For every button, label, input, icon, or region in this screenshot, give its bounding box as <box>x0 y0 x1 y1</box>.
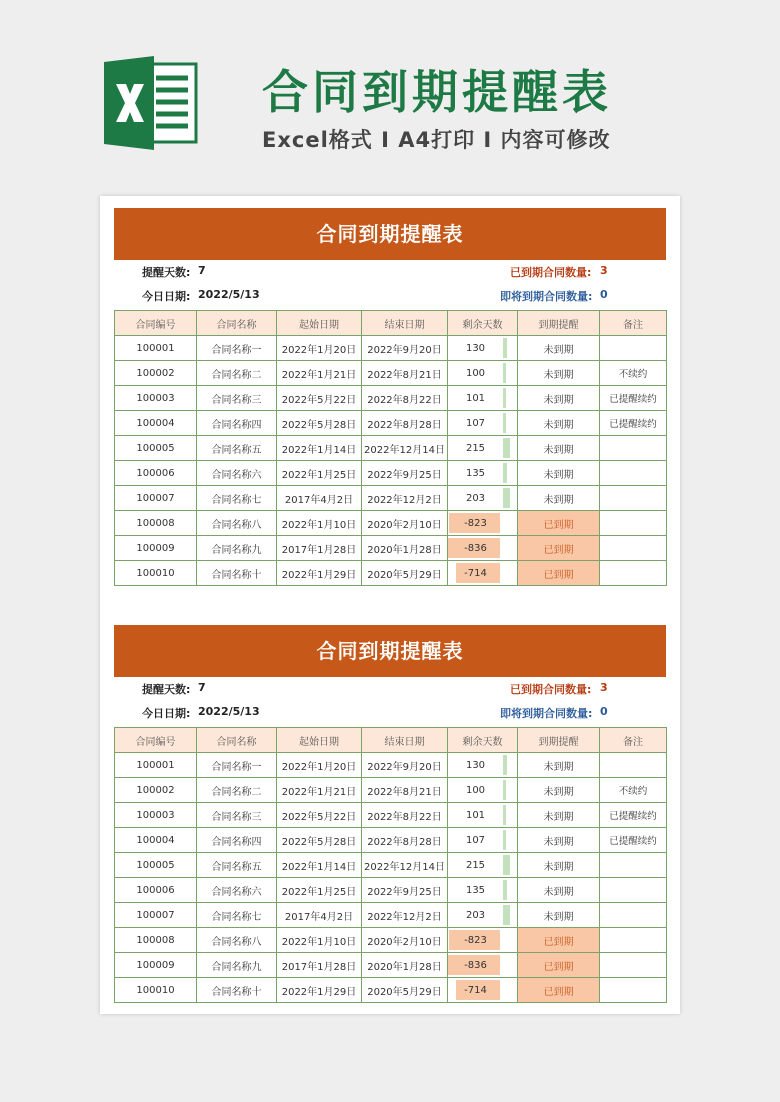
remaining-days-value: -836 <box>464 959 487 971</box>
start-date-cell: 2017年4月2日 <box>277 486 362 511</box>
contract-name-cell: 合同名称五 <box>197 436 277 461</box>
contract-table-block-1 <box>114 208 666 586</box>
expiry-status-cell: 未到期 <box>518 386 600 411</box>
today-label: 今日日期: <box>142 290 191 303</box>
remaining-days-cell <box>448 903 518 928</box>
start-date-cell: 2022年5月22日 <box>277 386 362 411</box>
note-cell <box>600 536 667 561</box>
remaining-days-cell <box>448 878 518 903</box>
remaining-days-value: -714 <box>464 984 487 996</box>
end-date-cell: 2020年5月29日 <box>362 978 448 1003</box>
table-header-row <box>115 311 667 336</box>
table-row <box>115 361 667 386</box>
remaining-days-bar <box>503 438 510 458</box>
remaining-days-bar <box>503 388 506 408</box>
table-body <box>115 753 667 1003</box>
remaining-days-cell <box>448 486 518 511</box>
start-date-cell: 2022年1月25日 <box>277 461 362 486</box>
table-row <box>115 536 667 561</box>
note-cell <box>600 561 667 586</box>
note-cell <box>600 511 667 536</box>
end-date-cell: 2020年1月28日 <box>362 953 448 978</box>
start-date-cell: 2017年1月28日 <box>277 953 362 978</box>
remaining-days-cell <box>448 411 518 436</box>
contract-name-cell: 合同名称十 <box>197 978 277 1003</box>
end-date-cell: 2022年9月25日 <box>362 878 448 903</box>
remaining-days-cell <box>448 511 518 536</box>
note-cell <box>600 928 667 953</box>
contract-name-cell: 合同名称二 <box>197 778 277 803</box>
remaining-days-bar <box>503 880 507 900</box>
remaining-days-value: -823 <box>464 934 487 946</box>
contract-id-cell: 100004 <box>115 411 197 436</box>
contract-id-cell: 100010 <box>115 561 197 586</box>
expiry-status-cell: 已到期 <box>518 511 600 536</box>
remaining-days-value: 107 <box>465 834 486 846</box>
contract-name-cell: 合同名称八 <box>197 928 277 953</box>
remaining-days-cell <box>448 536 518 561</box>
hero-subtitle: Excel格式 I A4打印 I 内容可修改 <box>262 128 611 152</box>
expiry-status-cell: 未到期 <box>518 828 600 853</box>
header-cell: 合同名称 <box>197 728 277 753</box>
remind-days-label: 提醒天数: <box>142 683 191 696</box>
soon-count-value: 0 <box>600 288 608 301</box>
contract-id-cell: 100002 <box>115 778 197 803</box>
remaining-days-cell <box>448 336 518 361</box>
contract-id-cell: 100007 <box>115 486 197 511</box>
table-row <box>115 778 667 803</box>
header-cell: 合同编号 <box>115 311 197 336</box>
remaining-days-value: 100 <box>465 784 486 796</box>
hero-banner <box>0 0 780 190</box>
table-row <box>115 561 667 586</box>
note-cell <box>600 436 667 461</box>
remaining-days-value: 101 <box>465 809 486 821</box>
soon-count-label: 即将到期合同数量: <box>500 707 593 720</box>
start-date-cell: 2022年5月22日 <box>277 803 362 828</box>
remaining-days-value: -836 <box>464 542 487 554</box>
note-cell <box>600 486 667 511</box>
remaining-days-cell <box>448 461 518 486</box>
expiry-status-cell: 已到期 <box>518 536 600 561</box>
expiry-status-cell: 未到期 <box>518 436 600 461</box>
contract-name-cell: 合同名称八 <box>197 511 277 536</box>
header-cell: 结束日期 <box>362 728 448 753</box>
contract-name-cell: 合同名称七 <box>197 486 277 511</box>
contract-id-cell: 100002 <box>115 361 197 386</box>
table-body <box>115 336 667 586</box>
contract-table <box>114 727 667 1003</box>
expired-count-value: 3 <box>600 264 608 277</box>
contract-name-cell: 合同名称七 <box>197 903 277 928</box>
remaining-days-bar <box>503 830 506 850</box>
table-row <box>115 853 667 878</box>
note-cell: 不续约 <box>600 778 667 803</box>
header-cell: 备注 <box>600 311 667 336</box>
remaining-days-value: 215 <box>465 442 486 454</box>
table-row <box>115 411 667 436</box>
remaining-days-bar <box>503 905 510 925</box>
contract-name-cell: 合同名称一 <box>197 336 277 361</box>
remaining-days-cell <box>448 561 518 586</box>
expiry-status-cell: 未到期 <box>518 461 600 486</box>
contract-table-block-2 <box>114 625 666 1003</box>
end-date-cell: 2022年12月2日 <box>362 903 448 928</box>
end-date-cell: 2022年12月2日 <box>362 486 448 511</box>
end-date-cell: 2020年2月10日 <box>362 511 448 536</box>
contract-id-cell: 100003 <box>115 386 197 411</box>
end-date-cell: 2022年8月28日 <box>362 411 448 436</box>
start-date-cell: 2022年1月29日 <box>277 561 362 586</box>
header-cell: 起始日期 <box>277 311 362 336</box>
remaining-days-value: 135 <box>465 467 486 479</box>
table-row <box>115 486 667 511</box>
contract-name-cell: 合同名称三 <box>197 803 277 828</box>
today-value: 2022/5/13 <box>198 705 260 718</box>
contract-id-cell: 100001 <box>115 336 197 361</box>
note-cell: 已提醒续约 <box>600 411 667 436</box>
end-date-cell: 2022年9月20日 <box>362 336 448 361</box>
info-row <box>114 677 666 727</box>
expiry-status-cell: 未到期 <box>518 336 600 361</box>
contract-id-cell: 100003 <box>115 803 197 828</box>
remaining-days-value: -714 <box>464 567 487 579</box>
end-date-cell: 2022年9月20日 <box>362 753 448 778</box>
note-cell: 不续约 <box>600 361 667 386</box>
expiry-status-cell: 未到期 <box>518 903 600 928</box>
header-cell: 到期提醒 <box>518 311 600 336</box>
remaining-days-bar <box>503 363 506 383</box>
end-date-cell: 2020年1月28日 <box>362 536 448 561</box>
header-cell: 合同名称 <box>197 311 277 336</box>
note-cell <box>600 461 667 486</box>
soon-count-label: 即将到期合同数量: <box>500 290 593 303</box>
remind-days-value: 7 <box>198 264 206 277</box>
table-row <box>115 753 667 778</box>
start-date-cell: 2022年1月14日 <box>277 436 362 461</box>
excel-icon <box>104 56 200 150</box>
end-date-cell: 2022年8月22日 <box>362 803 448 828</box>
end-date-cell: 2022年12月14日 <box>362 436 448 461</box>
header-cell: 起始日期 <box>277 728 362 753</box>
remaining-days-value: 215 <box>465 859 486 871</box>
note-cell <box>600 978 667 1003</box>
remaining-days-bar <box>503 805 506 825</box>
table-row <box>115 828 667 853</box>
contract-name-cell: 合同名称九 <box>197 536 277 561</box>
expiry-status-cell: 未到期 <box>518 753 600 778</box>
contract-id-cell: 100005 <box>115 853 197 878</box>
start-date-cell: 2022年5月28日 <box>277 828 362 853</box>
note-cell <box>600 953 667 978</box>
contract-table <box>114 310 667 586</box>
table-row <box>115 461 667 486</box>
end-date-cell: 2022年12月14日 <box>362 853 448 878</box>
today-value: 2022/5/13 <box>198 288 260 301</box>
remaining-days-cell <box>448 853 518 878</box>
contract-name-cell: 合同名称十 <box>197 561 277 586</box>
header-cell: 合同编号 <box>115 728 197 753</box>
expiry-status-cell: 未到期 <box>518 878 600 903</box>
start-date-cell: 2022年1月10日 <box>277 928 362 953</box>
contract-id-cell: 100007 <box>115 903 197 928</box>
contract-id-cell: 100009 <box>115 953 197 978</box>
remaining-days-value: 101 <box>465 392 486 404</box>
table-row <box>115 953 667 978</box>
table-row <box>115 978 667 1003</box>
contract-name-cell: 合同名称六 <box>197 461 277 486</box>
table-row <box>115 436 667 461</box>
expiry-status-cell: 已到期 <box>518 953 600 978</box>
contract-name-cell: 合同名称一 <box>197 753 277 778</box>
note-cell <box>600 336 667 361</box>
expired-count-label: 已到期合同数量: <box>510 266 592 279</box>
table-row <box>115 928 667 953</box>
table-row <box>115 336 667 361</box>
contract-id-cell: 100001 <box>115 753 197 778</box>
note-cell <box>600 853 667 878</box>
header-cell: 备注 <box>600 728 667 753</box>
contract-id-cell: 100006 <box>115 461 197 486</box>
expiry-status-cell: 已到期 <box>518 978 600 1003</box>
note-cell: 已提醒续约 <box>600 828 667 853</box>
remaining-days-cell <box>448 828 518 853</box>
hero-title: 合同到期提醒表 <box>262 65 612 119</box>
remind-days-value: 7 <box>198 681 206 694</box>
remaining-days-bar <box>503 755 507 775</box>
remaining-days-cell <box>448 386 518 411</box>
end-date-cell: 2022年8月21日 <box>362 361 448 386</box>
table-title: 合同到期提醒表 <box>114 625 666 677</box>
table-row <box>115 803 667 828</box>
start-date-cell: 2022年1月20日 <box>277 336 362 361</box>
remaining-days-value: 203 <box>465 909 486 921</box>
remaining-days-value: -823 <box>464 517 487 529</box>
note-cell: 已提醒续约 <box>600 386 667 411</box>
header-cell: 结束日期 <box>362 311 448 336</box>
contract-name-cell: 合同名称二 <box>197 361 277 386</box>
contract-id-cell: 100008 <box>115 511 197 536</box>
contract-id-cell: 100009 <box>115 536 197 561</box>
document-sheet <box>100 196 680 1014</box>
table-row <box>115 386 667 411</box>
remaining-days-value: 107 <box>465 417 486 429</box>
contract-name-cell: 合同名称九 <box>197 953 277 978</box>
start-date-cell: 2017年1月28日 <box>277 536 362 561</box>
contract-id-cell: 100010 <box>115 978 197 1003</box>
contract-id-cell: 100006 <box>115 878 197 903</box>
remaining-days-bar <box>503 463 507 483</box>
expiry-status-cell: 已到期 <box>518 561 600 586</box>
note-cell: 已提醒续约 <box>600 803 667 828</box>
table-row <box>115 878 667 903</box>
start-date-cell: 2022年1月25日 <box>277 878 362 903</box>
remaining-days-value: 130 <box>465 759 486 771</box>
remaining-days-cell <box>448 436 518 461</box>
start-date-cell: 2017年4月2日 <box>277 903 362 928</box>
end-date-cell: 2022年8月22日 <box>362 386 448 411</box>
note-cell <box>600 878 667 903</box>
remaining-days-cell <box>448 361 518 386</box>
start-date-cell: 2022年1月21日 <box>277 361 362 386</box>
remaining-days-cell <box>448 803 518 828</box>
remaining-days-bar <box>503 413 506 433</box>
expiry-status-cell: 未到期 <box>518 803 600 828</box>
table-header-row <box>115 728 667 753</box>
remaining-days-bar <box>503 338 507 358</box>
start-date-cell: 2022年1月14日 <box>277 853 362 878</box>
start-date-cell: 2022年1月29日 <box>277 978 362 1003</box>
start-date-cell: 2022年1月21日 <box>277 778 362 803</box>
note-cell <box>600 753 667 778</box>
start-date-cell: 2022年1月20日 <box>277 753 362 778</box>
contract-id-cell: 100004 <box>115 828 197 853</box>
remaining-days-cell <box>448 928 518 953</box>
header-cell: 剩余天数 <box>448 728 518 753</box>
remaining-days-value: 203 <box>465 492 486 504</box>
today-label: 今日日期: <box>142 707 191 720</box>
remaining-days-cell <box>448 953 518 978</box>
end-date-cell: 2020年5月29日 <box>362 561 448 586</box>
remind-days-label: 提醒天数: <box>142 266 191 279</box>
contract-name-cell: 合同名称三 <box>197 386 277 411</box>
end-date-cell: 2022年8月21日 <box>362 778 448 803</box>
contract-name-cell: 合同名称四 <box>197 828 277 853</box>
expiry-status-cell: 未到期 <box>518 411 600 436</box>
remaining-days-cell <box>448 778 518 803</box>
expiry-status-cell: 已到期 <box>518 928 600 953</box>
expired-count-value: 3 <box>600 681 608 694</box>
table-title: 合同到期提醒表 <box>114 208 666 260</box>
contract-name-cell: 合同名称四 <box>197 411 277 436</box>
start-date-cell: 2022年1月10日 <box>277 511 362 536</box>
note-cell <box>600 903 667 928</box>
contract-id-cell: 100005 <box>115 436 197 461</box>
contract-name-cell: 合同名称五 <box>197 853 277 878</box>
soon-count-value: 0 <box>600 705 608 718</box>
header-cell: 剩余天数 <box>448 311 518 336</box>
header-cell: 到期提醒 <box>518 728 600 753</box>
end-date-cell: 2022年8月28日 <box>362 828 448 853</box>
remaining-days-value: 135 <box>465 884 486 896</box>
remaining-days-cell <box>448 753 518 778</box>
expiry-status-cell: 未到期 <box>518 778 600 803</box>
remaining-days-bar <box>503 855 510 875</box>
end-date-cell: 2020年2月10日 <box>362 928 448 953</box>
expiry-status-cell: 未到期 <box>518 853 600 878</box>
expiry-status-cell: 未到期 <box>518 361 600 386</box>
remaining-days-cell <box>448 978 518 1003</box>
remaining-days-value: 100 <box>465 367 486 379</box>
info-row <box>114 260 666 310</box>
contract-name-cell: 合同名称六 <box>197 878 277 903</box>
remaining-days-bar <box>503 488 510 508</box>
start-date-cell: 2022年5月28日 <box>277 411 362 436</box>
remaining-days-bar <box>503 780 506 800</box>
remaining-days-value: 130 <box>465 342 486 354</box>
end-date-cell: 2022年9月25日 <box>362 461 448 486</box>
expired-count-label: 已到期合同数量: <box>510 683 592 696</box>
contract-id-cell: 100008 <box>115 928 197 953</box>
table-row <box>115 903 667 928</box>
table-row <box>115 511 667 536</box>
expiry-status-cell: 未到期 <box>518 486 600 511</box>
